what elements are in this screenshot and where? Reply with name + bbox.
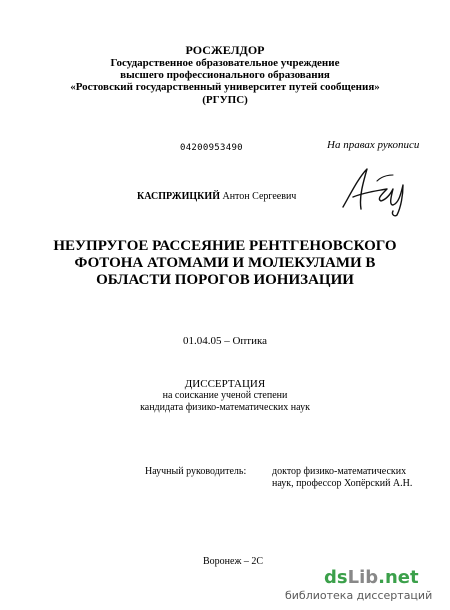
- author-given-names: Антон Сергеевич: [222, 191, 297, 202]
- specialty-code: 01.04.05 – Оптика: [182, 335, 268, 347]
- title-line-2: ФОТОНА АТОМАМИ И МОЛЕКУЛАМИ В: [74, 255, 376, 271]
- institution-type: Государственное образовательное учреждение: [110, 57, 340, 69]
- dslib-logo[interactable]: [324, 567, 419, 588]
- watermark-subtitle: библиотека диссертаций: [285, 589, 433, 602]
- title-line-1: НЕУПРУГОЕ РАССЕЯНИЕ РЕНТГЕНОВСКОГО: [53, 238, 397, 254]
- author-name: [137, 191, 296, 202]
- document-code: 04200953490: [180, 143, 243, 153]
- logo-part-ds: ds: [324, 567, 348, 588]
- degree-line: на соискание ученой степени: [162, 390, 288, 401]
- degree-field: кандидата физико-математических наук: [140, 402, 310, 413]
- city-year: Воронеж – 2С: [203, 556, 264, 567]
- supervisor-name: наук, профессор Хопёрский А.Н.: [272, 478, 413, 489]
- university-name: «Ростовский государственный университет путей сообщения»: [70, 81, 380, 93]
- signature-image: [337, 163, 417, 221]
- university-abbr: (РГУПС): [202, 94, 248, 106]
- logo-part-lib: Lib: [347, 567, 379, 588]
- org-name: РОСЖЕЛДОР: [185, 43, 265, 57]
- institution-level: высшего профессионального образования: [120, 69, 330, 81]
- author-surname: КАСПРЖИЦКИЙ: [137, 191, 220, 202]
- rights-note: На правах рукописи: [327, 139, 420, 151]
- supervisor-label: Научный руководитель:: [145, 466, 247, 477]
- dissertation-heading: ДИССЕРТАЦИЯ: [184, 378, 266, 390]
- logo-part-net: .net: [378, 567, 419, 588]
- supervisor-degree: доктор физико-математических: [272, 466, 407, 477]
- title-line-3: ОБЛАСТИ ПОРОГОВ ИОНИЗАЦИИ: [96, 272, 354, 288]
